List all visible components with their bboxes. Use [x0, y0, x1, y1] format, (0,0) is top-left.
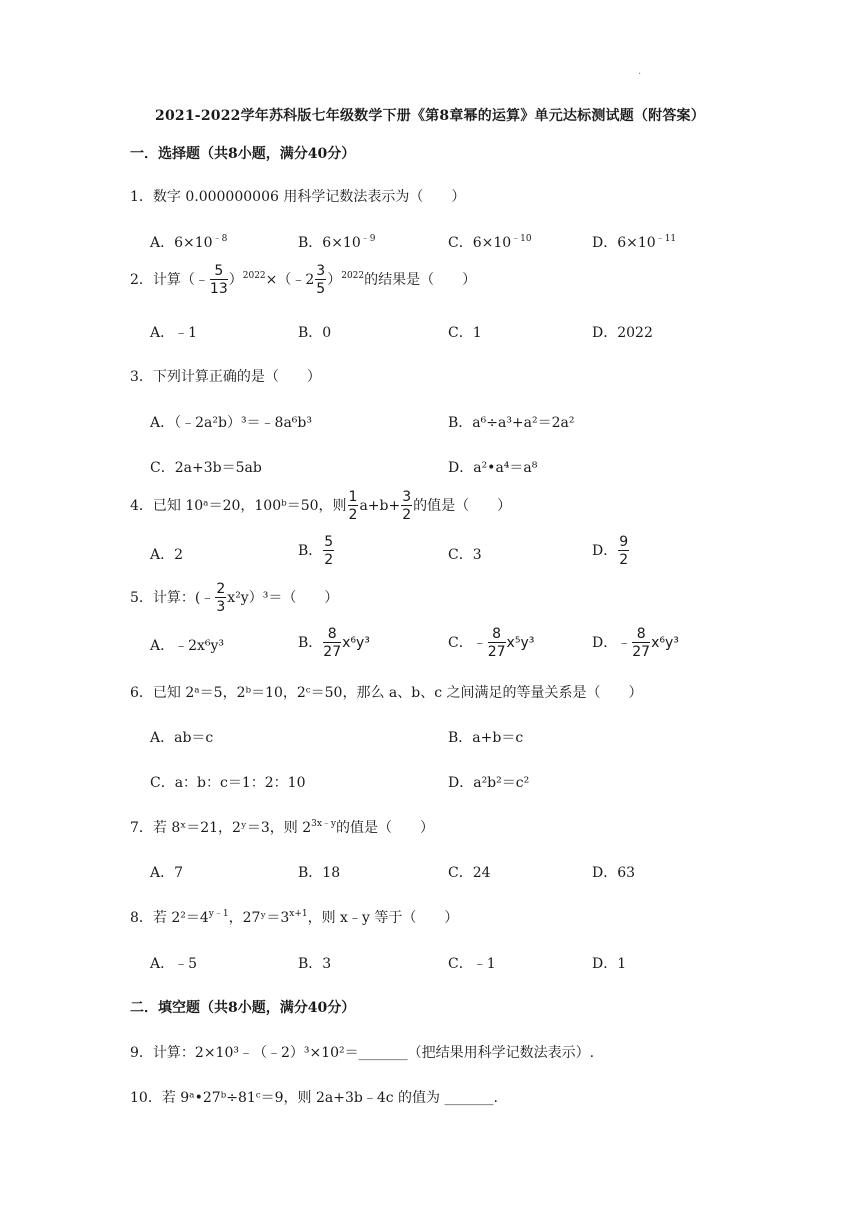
q7-option-a: A．7 — [150, 865, 184, 881]
q8-option-a: A．﹣5 — [150, 956, 198, 972]
question-10: 10．若 9ᵃ•27ᵇ÷81ᶜ＝9，则 2a+3b﹣4c 的值为 _______. — [130, 1090, 498, 1106]
q6-option-d: D．a²b²＝c² — [448, 775, 530, 791]
q2-fraction-1: $\frac{5}{13}$ — [209, 263, 228, 297]
q7-option-d: D．63 — [592, 865, 636, 881]
q5-option-a: A．﹣2x⁶y³ — [150, 638, 225, 654]
q6-option-b: B．a+b＝c — [448, 730, 524, 746]
q2-option-d: D．2022 — [592, 325, 653, 341]
q3-option-a: A．（﹣2a²b）³＝﹣8a⁶b³ — [150, 415, 312, 431]
q7-option-b: B．18 — [298, 865, 341, 881]
q2-fraction-2: $\frac{3}{5}$ — [316, 263, 326, 297]
question-5: 5．计算：(﹣ $\frac{2}{3}$ x²y）³＝（ ） — [130, 581, 339, 615]
question-2: 2．计算（﹣ $\frac{5}{13}$ ）$^{2022}$×（﹣2 $\frac{3}{5}$ ）$^{2022}$的结果是（ ） — [130, 263, 477, 297]
page-title: 2021-2022学年苏科版七年级数学下册《第8章幂的运算》单元达标测试题（附答案） — [155, 108, 705, 124]
question-8: 8．若 $2^2=4^{y﹣1}$，$27ʸ=3^{x+1}$，则 x﹣y 等于（ ） — [130, 909, 459, 926]
q1-option-b: B．$6\times 10^{﹣9}$ — [298, 234, 376, 251]
q2-option-b: B．0 — [298, 325, 332, 341]
question-4: 4．已知 10ᵃ＝20，100ᵇ＝50，则 $\frac{1}{2}$ a+b+ $\frac{3}{2}$ 的值是（ ） — [130, 489, 512, 523]
q1-option-c: C．$6\times 10^{﹣10}$ — [448, 234, 532, 251]
q4-option-d: D． $\frac{9}{2}$ — [592, 534, 629, 568]
section-choice-heading: 一．选择题（共8小题，满分40分） — [130, 146, 356, 162]
q4-option-c: C．3 — [448, 547, 482, 563]
q8-option-c: C．﹣1 — [448, 956, 496, 972]
q1-option-d: D．$6\times 10^{﹣11}$ — [592, 234, 677, 251]
question-1: 1．数字 0.000000006 用科学记数法表示为（ ） — [130, 189, 466, 205]
q4-fraction-2: $\frac{3}{2}$ — [402, 489, 412, 523]
q5-fraction: $\frac{2}{3}$ — [216, 581, 226, 615]
q2-option-c: C．1 — [448, 325, 482, 341]
q4-option-b: B． $\frac{5}{2}$ — [298, 534, 334, 568]
q4-option-a: A．2 — [150, 547, 184, 563]
q6-option-c: C．a：b：c＝1：2：10 — [150, 775, 306, 791]
q5-option-c: C．﹣ $\frac{8}{27}$ x⁵y³ — [448, 626, 535, 660]
question-6: 6．已知 2ᵃ＝5，2ᵇ＝10，2ᶜ＝50，那么 a、b、c 之间满足的等量关系是（ ） — [130, 685, 643, 701]
question-3: 3．下列计算正确的是（ ） — [130, 369, 321, 385]
question-7: 7．若 8ˣ＝21，2ʸ＝3，则 $2^{3x﹣y}$的值是（ ） — [130, 819, 435, 836]
question-9: 9．计算：2×10³﹣（﹣2）³×10²＝_______（把结果用科学记数法表示）. — [130, 1045, 595, 1061]
q3-option-b: B．a⁶÷a³+a²＝2a² — [448, 415, 575, 431]
q8-option-d: D．1 — [592, 956, 627, 972]
q3-option-d: D．a²•a⁴＝a⁸ — [448, 460, 538, 476]
q4-fraction-1: $\frac{1}{2}$ — [348, 489, 358, 523]
q2-option-a: A．﹣1 — [150, 325, 198, 341]
q5-option-b: B． $\frac{8}{27}$ x⁶y³ — [298, 626, 370, 660]
q1-option-a: A．$6\times 10^{﹣8}$ — [150, 234, 228, 251]
q7-option-c: C．24 — [448, 865, 491, 881]
q5-option-d: D．﹣ $\frac{8}{27}$ x⁶y³ — [592, 626, 679, 660]
q3-option-c: C．2a+3b＝5ab — [150, 460, 262, 476]
header-dot: . — [638, 66, 642, 77]
section-fill-heading: 二．填空题（共8小题，满分40分） — [130, 1000, 356, 1016]
q8-option-b: B．3 — [298, 956, 332, 972]
q6-option-a: A．ab＝c — [150, 730, 214, 746]
